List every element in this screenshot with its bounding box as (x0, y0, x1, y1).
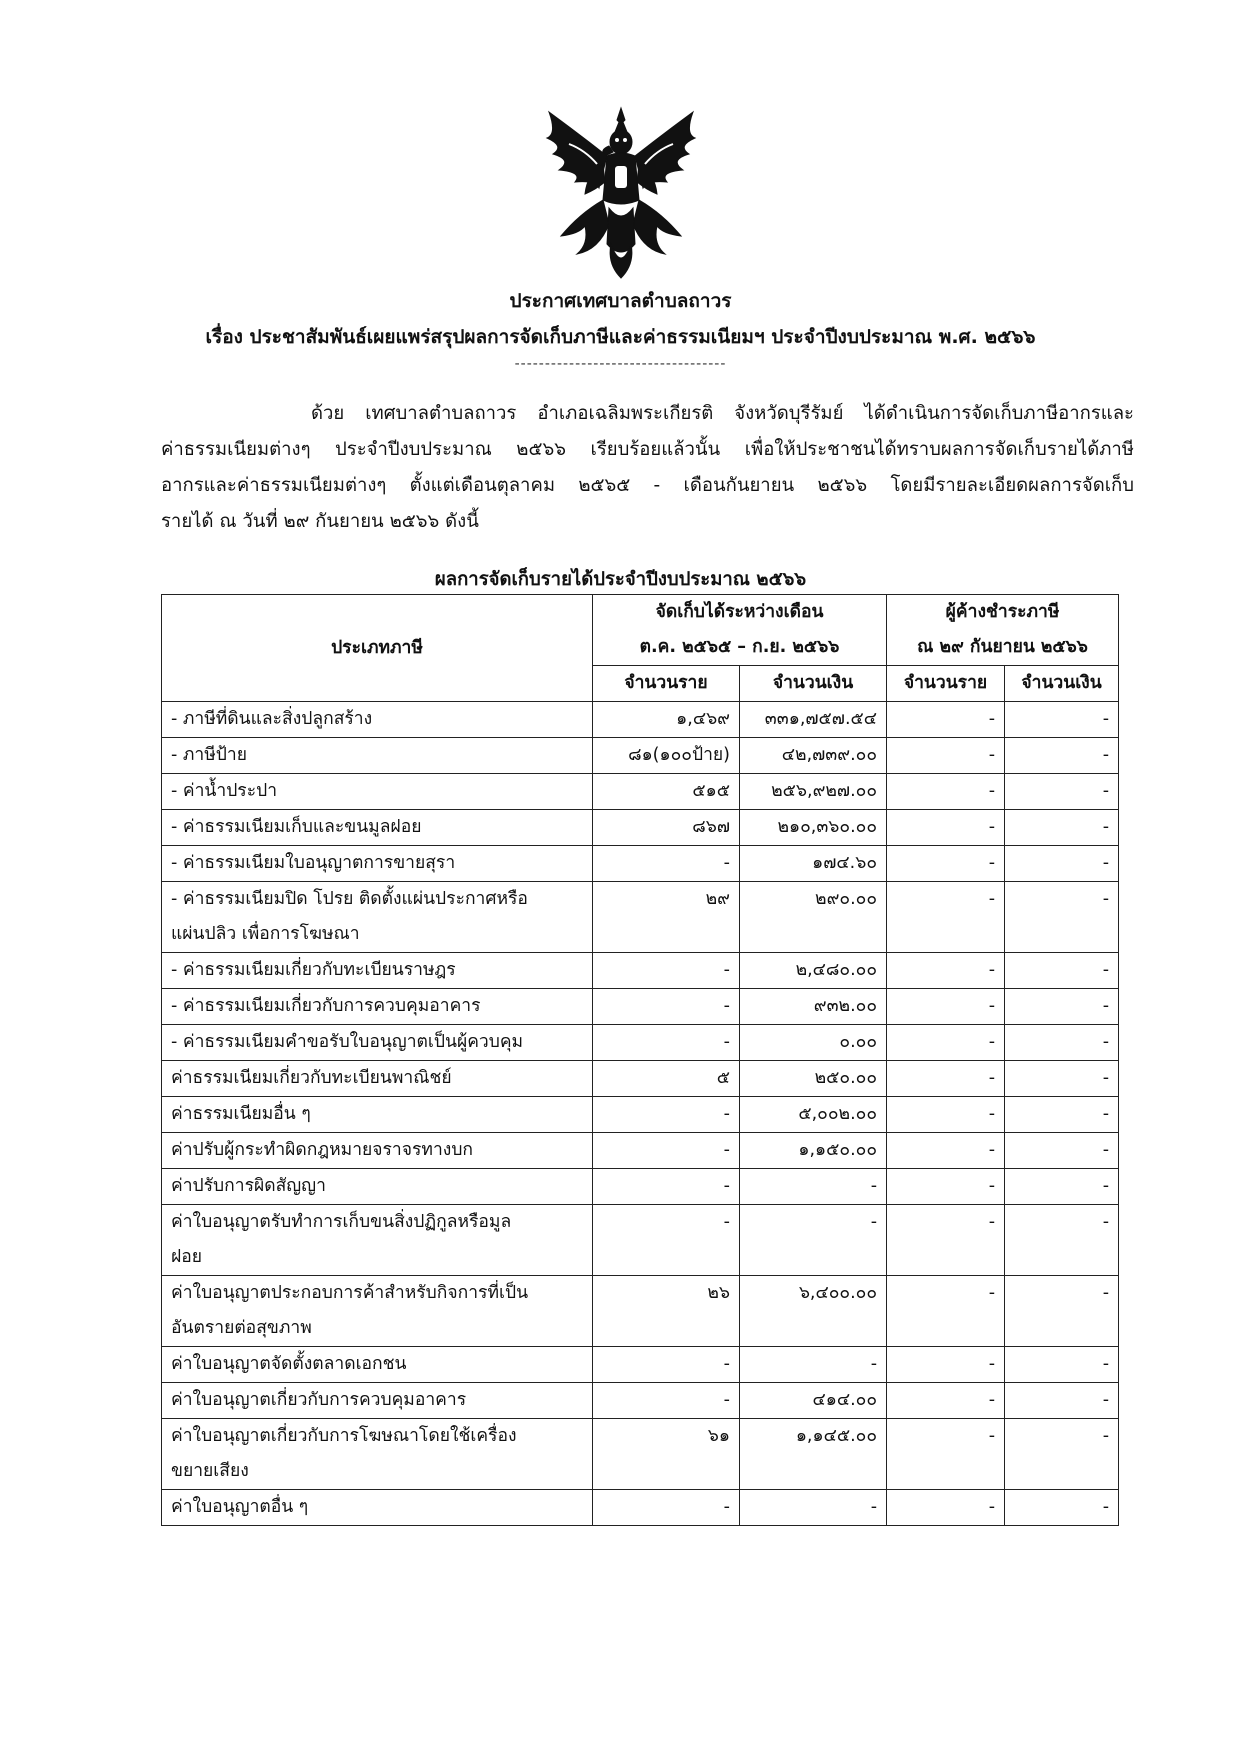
cell-amount: ๒๕๖,๙๒๗.๐๐ (740, 774, 887, 810)
cell-type (162, 810, 593, 846)
intro-line: รายได้ ณ วันที่ ๒๙ กันยายน ๒๕๖๖ ดังนี้ (161, 511, 479, 532)
table-row (162, 846, 1119, 882)
cell-type (162, 1025, 593, 1061)
cell-amount: ๒๕๐.๐๐ (740, 1061, 887, 1097)
cell-amount: ๑๗๔.๖๐ (740, 846, 887, 882)
table-row (162, 1490, 1119, 1526)
table-row (162, 774, 1119, 810)
cell-type-line: - ค่าน้ำประปา (171, 781, 278, 801)
subheader-owe-amount: จำนวนเงิน (1005, 666, 1119, 702)
cell-owe-amount: - (1005, 1490, 1119, 1526)
cell-type-line: อันตรายต่อสุขภาพ (171, 1318, 312, 1338)
cell-amount: - (740, 1169, 887, 1205)
cell-owe-count: - (887, 1133, 1005, 1169)
cell-amount: - (740, 1205, 887, 1276)
table-row (162, 1025, 1119, 1061)
cell-count: - (593, 1347, 740, 1383)
cell-type (162, 882, 593, 953)
cell-owe-amount: - (1005, 738, 1119, 774)
cell-owe-amount: - (1005, 1061, 1119, 1097)
cell-type-line: - ค่าธรรมเนียมคำขอรับใบอนุญาตเป็นผู้ควบคุม (171, 1032, 524, 1052)
table-title: ผลการจัดเก็บรายได้ประจำปีงบประมาณ ๒๕๖๖ (434, 569, 807, 590)
cell-amount: ๕,๐๐๒.๐๐ (740, 1097, 887, 1133)
cell-type-line: ค่าใบอนุญาตเกี่ยวกับการควบคุมอาคาร (171, 1390, 467, 1410)
table-row (162, 1347, 1119, 1383)
cell-owe-count: - (887, 1347, 1005, 1383)
cell-count: ๒๖ (593, 1276, 740, 1347)
cell-type-line: ค่าปรับการผิดสัญญา (171, 1176, 326, 1196)
cell-type-line: ค่าใบอนุญาตเกี่ยวกับการโฆษณาโดยใช้เครื่อง (171, 1426, 517, 1446)
cell-type (162, 1205, 593, 1276)
cell-type (162, 738, 593, 774)
cell-count: - (593, 1490, 740, 1526)
cell-owe-count: - (887, 953, 1005, 989)
cell-type-line: - ค่าธรรมเนียมเก็บและขนมูลฝอย (171, 817, 422, 837)
cell-owe-count: - (887, 702, 1005, 738)
col-header-outstanding (887, 595, 1119, 666)
table-row (162, 1205, 1119, 1276)
intro-paragraph (161, 396, 1134, 540)
cell-owe-count: - (887, 1383, 1005, 1419)
cell-owe-count: - (887, 1276, 1005, 1347)
cell-type (162, 1061, 593, 1097)
cell-amount: - (740, 1490, 887, 1526)
header-divider: ----------------------------------- (514, 356, 727, 372)
cell-type-line: - ค่าธรรมเนียมปิด โปรย ติดตั้งแผ่นประกาศหรือ (171, 889, 528, 909)
cell-count: ๒๙ (593, 882, 740, 953)
table-row (162, 989, 1119, 1025)
cell-type (162, 1419, 593, 1490)
cell-type (162, 702, 593, 738)
cell-count: ๘๑(๑๐๐ป้าย) (593, 738, 740, 774)
cell-type-line: - ค่าธรรมเนียมเกี่ยวกับทะเบียนราษฎร (171, 960, 456, 980)
intro-line: ค่าธรรมเนียมต่างๆ ประจำปีงบประมาณ ๒๕๖๖ เรียบร้อยแล้วนั้น เพื่อให้ประชาชนได้ทราบผลการจัดเก็บรายได้ภาษี (161, 439, 1134, 460)
intro-line: อากรและค่าธรรมเนียมต่างๆ ตั้งแต่เดือนตุลาคม ๒๕๖๕ - เดือนกันยายน ๒๕๖๖ โดยมีรายละเอียดผลการจัดเก็บ (161, 475, 1134, 496)
cell-owe-amount: - (1005, 989, 1119, 1025)
cell-owe-count: - (887, 882, 1005, 953)
cell-count: - (593, 989, 740, 1025)
cell-owe-count: - (887, 846, 1005, 882)
cell-type-line: ค่าใบอนุญาตรับทำการเก็บขนสิ่งปฏิกูลหรือมูล (171, 1212, 512, 1232)
cell-count: - (593, 1383, 740, 1419)
table-row (162, 810, 1119, 846)
cell-owe-amount: - (1005, 1419, 1119, 1490)
cell-owe-amount: - (1005, 1133, 1119, 1169)
cell-type-line: - ภาษีป้าย (171, 745, 247, 765)
cell-count: ๑,๔๖๙ (593, 702, 740, 738)
cell-amount: ๑,๑๔๕.๐๐ (740, 1419, 887, 1490)
table-row (162, 1419, 1119, 1490)
cell-amount: ๖,๔๐๐.๐๐ (740, 1276, 887, 1347)
cell-type (162, 1169, 593, 1205)
intro-line: ด้วย เทศบาลตำบลถาวร อำเภอเฉลิมพระเกียรติ จังหวัดบุรีรัมย์ ได้ดำเนินการจัดเก็บภาษีอากรและ (311, 403, 1134, 424)
cell-owe-amount: - (1005, 1025, 1119, 1061)
cell-type (162, 1490, 593, 1526)
col-header-collected-line1: จัดเก็บได้ระหว่างเดือน (655, 602, 824, 622)
table-row (162, 953, 1119, 989)
cell-type (162, 1097, 593, 1133)
cell-type-line: ค่าใบอนุญาตประกอบการค้าสำหรับกิจการที่เป็น (171, 1283, 529, 1303)
cell-owe-amount: - (1005, 810, 1119, 846)
cell-type-line: ค่าใบอนุญาตจัดตั้งตลาดเอกชน (171, 1354, 407, 1374)
garuda-emblem-icon (539, 104, 703, 280)
cell-amount: - (740, 1347, 887, 1383)
col-header-collected-line2: ต.ค. ๒๕๖๕ – ก.ย. ๒๕๖๖ (639, 637, 840, 657)
cell-owe-amount: - (1005, 1276, 1119, 1347)
cell-type-line: ฝอย (171, 1247, 203, 1267)
cell-type-line: แผ่นปลิว เพื่อการโฆษณา (171, 924, 360, 944)
cell-type-line: ค่าธรรมเนียมอื่น ๆ (171, 1104, 311, 1124)
cell-owe-count: - (887, 1169, 1005, 1205)
cell-amount: ๓๓๑,๗๕๗.๕๔ (740, 702, 887, 738)
cell-type-line: - ภาษีที่ดินและสิ่งปลูกสร้าง (171, 709, 373, 729)
cell-owe-count: - (887, 1205, 1005, 1276)
cell-count: - (593, 1205, 740, 1276)
table-row (162, 1169, 1119, 1205)
cell-type (162, 1276, 593, 1347)
cell-type (162, 989, 593, 1025)
cell-type-line: ค่าใบอนุญาตอื่น ๆ (171, 1497, 309, 1517)
cell-type-line: ค่าธรรมเนียมเกี่ยวกับทะเบียนพาณิชย์ (171, 1068, 452, 1088)
cell-count: ๕๑๕ (593, 774, 740, 810)
revenue-table (161, 594, 1119, 1526)
cell-owe-count: - (887, 738, 1005, 774)
col-header-outstanding-line2: ณ ๒๙ กันยายน ๒๕๖๖ (917, 637, 1088, 657)
subheader-amount: จำนวนเงิน (740, 666, 887, 702)
cell-count: - (593, 1169, 740, 1205)
cell-owe-amount: - (1005, 953, 1119, 989)
cell-owe-count: - (887, 989, 1005, 1025)
cell-owe-amount: - (1005, 1169, 1119, 1205)
cell-owe-count: - (887, 810, 1005, 846)
cell-type (162, 774, 593, 810)
cell-count: - (593, 1025, 740, 1061)
cell-type-line: ค่าปรับผู้กระทำผิดกฎหมายจราจรทางบก (171, 1140, 474, 1160)
cell-count: - (593, 953, 740, 989)
cell-type (162, 846, 593, 882)
cell-amount: ๔๑๔.๐๐ (740, 1383, 887, 1419)
cell-owe-amount: - (1005, 774, 1119, 810)
table-row (162, 702, 1119, 738)
cell-owe-count: - (887, 1025, 1005, 1061)
table-row (162, 1061, 1119, 1097)
cell-owe-count: - (887, 1419, 1005, 1490)
revenue-table-body (162, 702, 1119, 1526)
cell-owe-amount: - (1005, 1383, 1119, 1419)
col-header-outstanding-line1: ผู้ค้างชำระภาษี (945, 602, 1060, 622)
cell-type (162, 1383, 593, 1419)
announcement-title: ประกาศเทศบาลตำบลถาวร (509, 290, 732, 312)
cell-type (162, 1347, 593, 1383)
cell-type-line: - ค่าธรรมเนียมใบอนุญาตการขายสุรา (171, 853, 456, 873)
cell-amount: ๒๑๐,๓๖๐.๐๐ (740, 810, 887, 846)
cell-amount: ๔๒,๗๓๙.๐๐ (740, 738, 887, 774)
table-row (162, 882, 1119, 953)
cell-amount: ๒,๔๘๐.๐๐ (740, 953, 887, 989)
col-header-type: ประเภทภาษี (162, 595, 593, 702)
cell-count: ๕ (593, 1061, 740, 1097)
cell-count: ๖๑ (593, 1419, 740, 1490)
cell-type-line: - ค่าธรรมเนียมเกี่ยวกับการควบคุมอาคาร (171, 996, 481, 1016)
cell-owe-amount: - (1005, 1347, 1119, 1383)
announcement-subject: เรื่อง ประชาสัมพันธ์เผยแพร่สรุปผลการจัดเก็บภาษีและค่าธรรมเนียมฯ ประจำปีงบประมาณ พ.ศ. ๒๕๖๖ (205, 326, 1036, 348)
cell-owe-amount: - (1005, 882, 1119, 953)
table-row (162, 1133, 1119, 1169)
table-row (162, 1097, 1119, 1133)
subheader-owe-count: จำนวนราย (887, 666, 1005, 702)
cell-amount: ๑,๑๕๐.๐๐ (740, 1133, 887, 1169)
cell-count: ๘๖๗ (593, 810, 740, 846)
cell-amount: ๙๓๒.๐๐ (740, 989, 887, 1025)
cell-type-line: ขยายเสียง (171, 1461, 249, 1481)
cell-owe-amount: - (1005, 702, 1119, 738)
col-header-collected (593, 595, 887, 666)
cell-owe-count: - (887, 774, 1005, 810)
cell-count: - (593, 1133, 740, 1169)
cell-count: - (593, 1097, 740, 1133)
cell-owe-count: - (887, 1097, 1005, 1133)
cell-count: - (593, 846, 740, 882)
cell-type (162, 953, 593, 989)
cell-type (162, 1133, 593, 1169)
cell-owe-amount: - (1005, 1097, 1119, 1133)
cell-owe-count: - (887, 1490, 1005, 1526)
cell-owe-count: - (887, 1061, 1005, 1097)
table-row (162, 1383, 1119, 1419)
cell-amount: ๒๙๐.๐๐ (740, 882, 887, 953)
subheader-count: จำนวนราย (593, 666, 740, 702)
cell-owe-amount: - (1005, 846, 1119, 882)
table-row (162, 1276, 1119, 1347)
cell-owe-amount: - (1005, 1205, 1119, 1276)
cell-amount: ๐.๐๐ (740, 1025, 887, 1061)
table-row (162, 738, 1119, 774)
